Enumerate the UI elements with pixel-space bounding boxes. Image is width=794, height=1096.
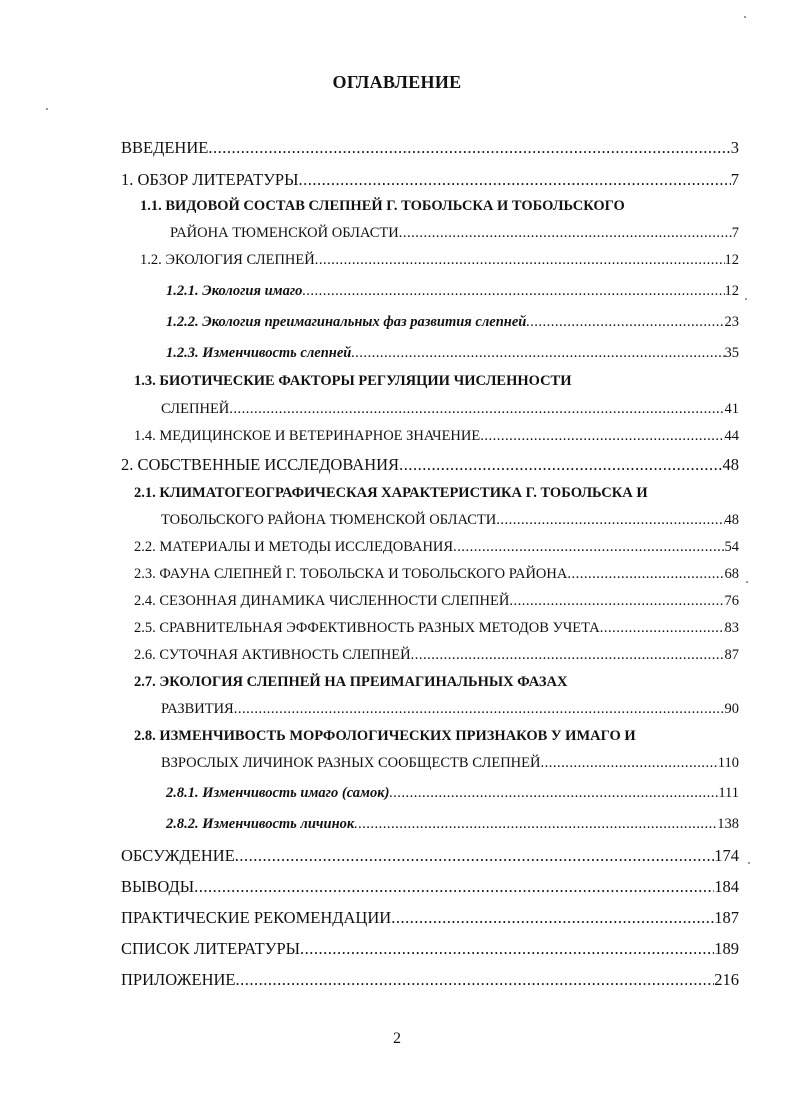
toc-entry-continuation: РАЙОНА ТЮМЕНСКОЙ ОБЛАСТИ [170, 225, 399, 241]
toc-entry-recommendations[interactable] [121, 908, 739, 928]
toc-page-number: 23 [724, 314, 739, 330]
toc-entry-title: 2.5. СРАВНИТЕЛЬНАЯ ЭФФЕКТИВНОСТЬ РАЗНЫХ МЕТОДОВ УЧЕТА [134, 620, 600, 636]
toc-entry-species-composition[interactable] [170, 225, 739, 242]
scan-speck [46, 108, 48, 110]
toc-entry-conclusions[interactable] [121, 877, 739, 897]
toc-entry-title: 2.8.1. Изменчивость имаго (самок) [166, 785, 390, 801]
toc-page-number: 189 [714, 939, 739, 958]
toc-entry-climate[interactable] [161, 512, 739, 529]
toc-entry-title: 1.2.3. Изменчивость слепней [166, 345, 352, 361]
toc-entry-title: ПРАКТИЧЕСКИЕ РЕКОМЕНДАЦИИ [121, 908, 392, 927]
toc-entry-title: 1.2.1. Экология имаго [166, 283, 303, 299]
toc-leader-dots [351, 345, 724, 362]
toc-entry-morphological-variability[interactable] [161, 755, 739, 772]
toc-entry-imago-ecology[interactable] [166, 283, 739, 300]
scan-speck [746, 581, 748, 583]
toc-page-number: 48 [722, 455, 739, 474]
toc-leader-dots [600, 620, 725, 637]
toc-leader-dots [567, 566, 724, 583]
toc-leader-dots [389, 785, 718, 802]
toc-entry-continuation: ТОБОЛЬСКОГО РАЙОНА ТЮМЕНСКОЙ ОБЛАСТИ [161, 512, 497, 528]
toc-entry-literature-review[interactable] [121, 170, 739, 190]
toc-leader-dots [235, 970, 714, 990]
scan-speck [744, 16, 746, 18]
toc-entry-title: 2. СОБСТВЕННЫЕ ИССЛЕДОВАНИЯ [121, 455, 400, 474]
toc-entry-title: 1. ОБЗОР ЛИТЕРАТУРЫ [121, 170, 299, 189]
toc-page-number: 216 [714, 970, 739, 989]
toc-leader-dots [540, 755, 717, 772]
toc-entry-medical-value[interactable] [134, 428, 739, 445]
toc-entry-title[interactable]: 2.8. ИЗМЕНЧИВОСТЬ МОРФОЛОГИЧЕСКИХ ПРИЗНАКОВ У ИМАГО И [134, 728, 636, 744]
toc-leader-dots [399, 455, 722, 475]
toc-entry-imago-variability[interactable] [166, 785, 739, 802]
toc-leader-dots [234, 701, 725, 718]
toc-entry-daily-activity[interactable] [134, 647, 739, 664]
toc-page-number: 87 [724, 647, 739, 663]
toc-leader-dots [526, 314, 724, 331]
toc-leader-dots [299, 170, 731, 190]
toc-leader-dots [354, 816, 717, 833]
toc-page-number: 7 [731, 225, 739, 241]
toc-entry-title[interactable]: 1.3. БИОТИЧЕСКИЕ ФАКТОРЫ РЕГУЛЯЦИИ ЧИСЛЕННОСТИ [134, 373, 572, 389]
toc-page-number: 48 [724, 512, 739, 528]
toc-entry-title: ОБСУЖДЕНИЕ [121, 846, 235, 865]
toc-entry-continuation: ВЗРОСЛЫХ ЛИЧИНОК РАЗНЫХ СООБЩЕСТВ СЛЕПНЕЙ [161, 755, 541, 771]
toc-leader-dots [229, 401, 724, 418]
toc-entry-variability[interactable] [166, 345, 739, 362]
toc-entry-preimaginal-phases[interactable] [161, 701, 739, 718]
toc-page-number: 187 [714, 908, 739, 927]
toc-entry-title[interactable]: 2.1. КЛИМАТОГЕОГРАФИЧЕСКАЯ ХАРАКТЕРИСТИКА Г. ТОБОЛЬСКА И [134, 485, 648, 501]
toc-page-number: 110 [717, 755, 739, 771]
toc-entry-seasonal-dynamics[interactable] [134, 593, 739, 610]
toc-page-number: 76 [724, 593, 739, 609]
toc-page-number: 41 [724, 401, 739, 417]
toc-entry-materials-methods[interactable] [134, 539, 739, 556]
toc-entry-title: ВЫВОДЫ [121, 877, 195, 896]
toc-entry-title: 2.3. ФАУНА СЛЕПНЕЙ Г. ТОБОЛЬСКА И ТОБОЛЬСКОГО РАЙОНА [134, 566, 568, 582]
page-title: ОГЛАВЛЕНИЕ [332, 72, 462, 92]
toc-entry-title[interactable]: 2.7. ЭКОЛОГИЯ СЛЕПНЕЙ НА ПРЕИМАГИНАЛЬНЫХ ФАЗАХ [134, 674, 568, 690]
toc-entry-continuation: СЛЕПНЕЙ [161, 401, 230, 417]
toc-page-number: 184 [714, 877, 739, 896]
toc-leader-dots [302, 283, 724, 300]
toc-leader-dots [453, 539, 724, 556]
toc-entry-own-research[interactable] [121, 455, 739, 475]
scan-speck [748, 862, 750, 864]
toc-entry-title: ВВЕДЕНИЕ [121, 138, 209, 157]
toc-entry-discussion[interactable] [121, 846, 739, 866]
toc-leader-dots [194, 877, 714, 897]
toc-entry-introduction[interactable] [121, 138, 739, 158]
toc-page-number: 174 [714, 846, 739, 865]
toc-page-number: 44 [724, 428, 739, 444]
toc-page-number: 3 [730, 138, 739, 157]
toc-leader-dots [411, 647, 725, 664]
toc-entry-title: 1.2. ЭКОЛОГИЯ СЛЕПНЕЙ [140, 252, 315, 268]
toc-page-number: 90 [724, 701, 739, 717]
toc-entry-title: 2.2. МАТЕРИАЛЫ И МЕТОДЫ ИССЛЕДОВАНИЯ [134, 539, 454, 555]
toc-leader-dots [509, 593, 724, 610]
toc-entry-title: 2.6. СУТОЧНАЯ АКТИВНОСТЬ СЛЕПНЕЙ [134, 647, 411, 663]
toc-leader-dots [480, 428, 724, 445]
toc-page-number: 12 [724, 252, 739, 268]
toc-entry-title[interactable]: 1.1. ВИДОВОЙ СОСТАВ СЛЕПНЕЙ Г. ТОБОЛЬСКА И ТОБОЛЬСКОГО [140, 198, 625, 214]
toc-page-number: 138 [717, 816, 739, 832]
toc-entry-title: 2.4. СЕЗОННАЯ ДИНАМИКА ЧИСЛЕННОСТИ СЛЕПНЕЙ [134, 593, 510, 609]
toc-page-number: 111 [718, 785, 739, 801]
toc-entry-references[interactable] [121, 939, 739, 959]
toc-entry-title: 1.4. МЕДИЦИНСКОЕ И ВЕТЕРИНАРНОЕ ЗНАЧЕНИЕ [134, 428, 481, 444]
scan-speck [745, 298, 747, 300]
toc-entry-continuation: РАЗВИТИЯ [161, 701, 234, 717]
toc-page-number: 7 [730, 170, 739, 189]
toc-entry-preimaginal-ecology[interactable] [166, 314, 739, 331]
toc-entry-biotic-factors[interactable] [161, 401, 739, 418]
toc-leader-dots [391, 908, 714, 928]
toc-entry-title: СПИСОК ЛИТЕРАТУРЫ [121, 939, 301, 958]
toc-entry-ecology[interactable] [140, 252, 739, 269]
toc-leader-dots [399, 225, 732, 242]
page-number: 2 [393, 1030, 401, 1047]
toc-page-number: 83 [724, 620, 739, 636]
toc-leader-dots [315, 252, 725, 269]
toc-entry-title: ПРИЛОЖЕНИЕ [121, 970, 236, 989]
toc-leader-dots [300, 939, 714, 959]
toc-entry-comparative-efficiency[interactable] [134, 620, 739, 637]
toc-entry-title: 1.2.2. Экология преимагинальных фаз развития слепней [166, 314, 527, 330]
toc-leader-dots [496, 512, 724, 529]
toc-entry-larvae-variability[interactable] [166, 816, 739, 833]
toc-entry-title: 2.8.2. Изменчивость личинок [166, 816, 355, 832]
toc-page-number: 54 [724, 539, 739, 555]
toc-entry-fauna[interactable] [134, 566, 739, 583]
toc-entry-appendix[interactable] [121, 970, 739, 990]
toc-page-number: 12 [724, 283, 739, 299]
toc-leader-dots [235, 846, 714, 866]
toc-leader-dots [208, 138, 730, 158]
toc-page-number: 68 [724, 566, 739, 582]
toc-page-number: 35 [724, 345, 739, 361]
